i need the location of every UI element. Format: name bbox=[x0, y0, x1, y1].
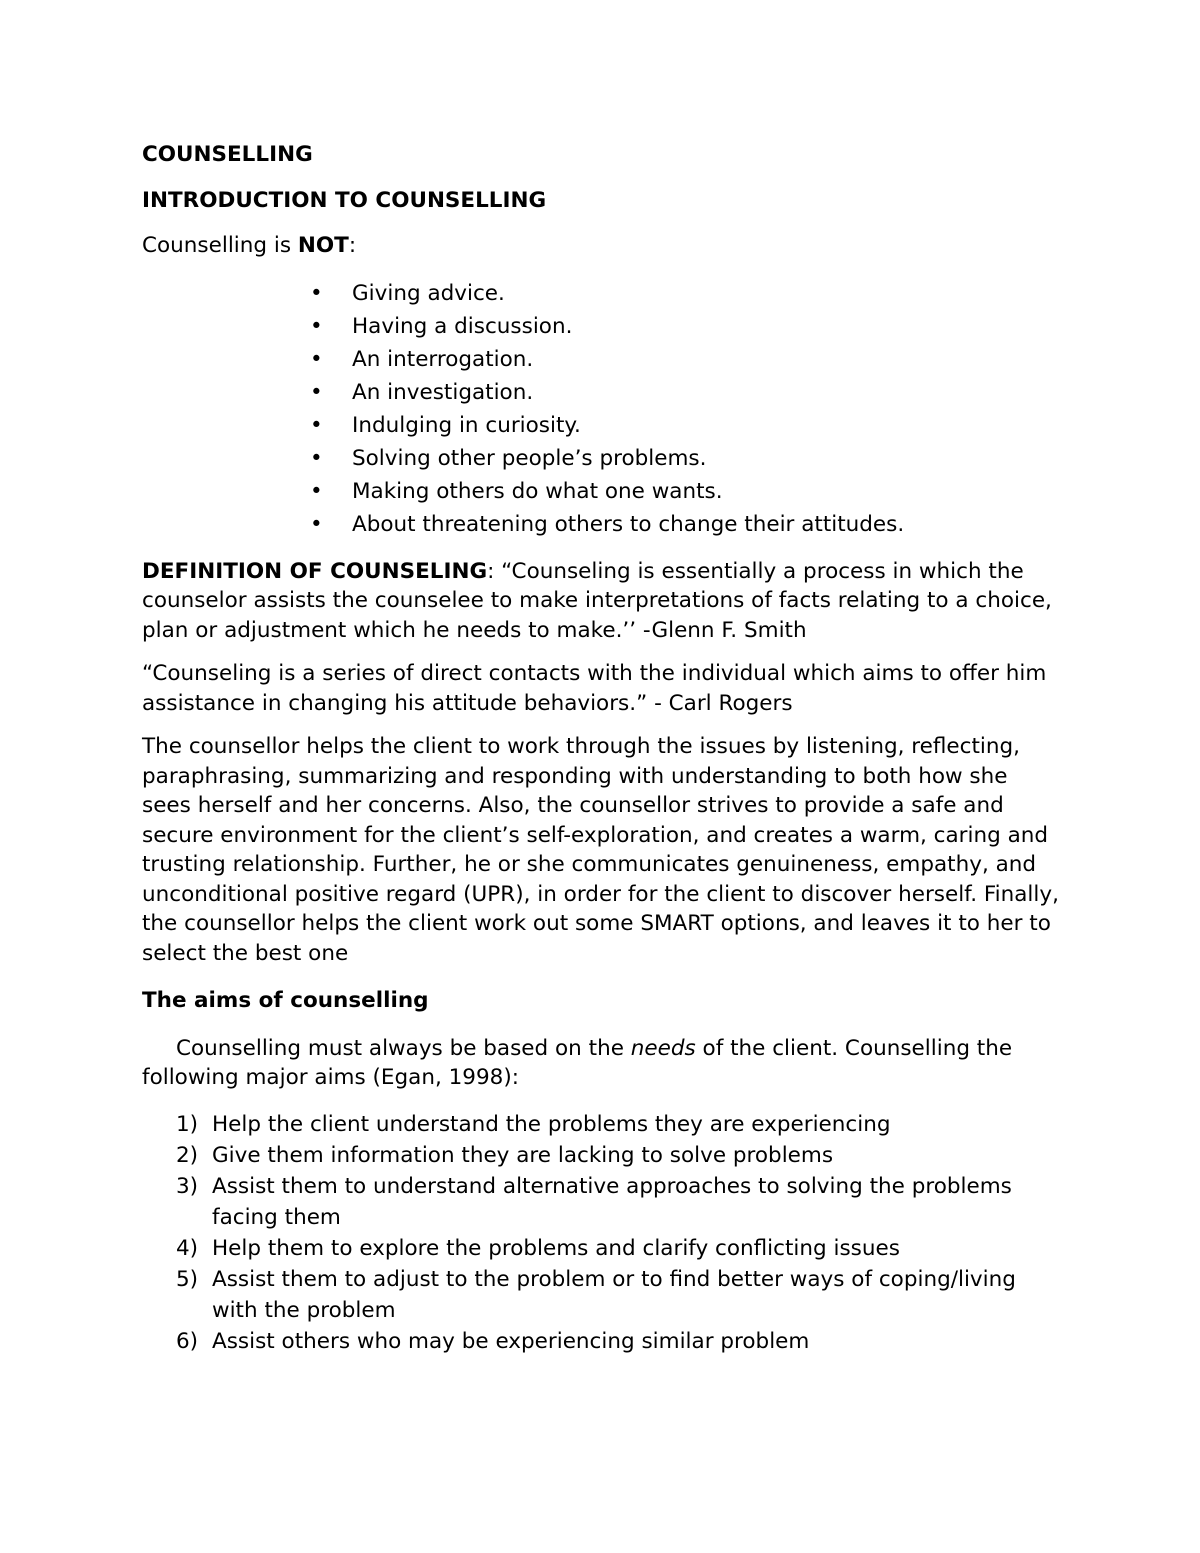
list-item: 6) Assist others who may be experiencing similar problem bbox=[176, 1326, 1062, 1357]
bullet-icon: • bbox=[310, 478, 323, 504]
list-number: 3) bbox=[176, 1173, 199, 1199]
list-item: 5) Assist them to adjust to the problem or to find better ways of coping/living with the problem bbox=[176, 1264, 1062, 1326]
list-number: 4) bbox=[176, 1235, 199, 1261]
list-number: 5) bbox=[176, 1266, 199, 1292]
list-number: 1) bbox=[176, 1111, 199, 1137]
list-item: 3) Assist them to understand alternative approaches to solving the problems facing them bbox=[176, 1171, 1062, 1233]
list-item: • An interrogation. bbox=[310, 343, 1062, 376]
list-item: • Solving other people’s problems. bbox=[310, 442, 1062, 475]
bullet-icon: • bbox=[310, 313, 323, 339]
list-item: 1) Help the client understand the problems they are experiencing bbox=[176, 1109, 1062, 1140]
section-heading-introduction: INTRODUCTION TO COUNSELLING bbox=[142, 187, 547, 213]
not-list-intro bbox=[142, 231, 1062, 261]
aims-intro-emphasis: needs bbox=[630, 1035, 696, 1061]
definition-text: : “Counseling is essentially a process in which the counselor assists the counselee to make interpretations of facts relating to a choice, plan or adjustment which he needs to make.’’ -Glenn F. Smith bbox=[142, 558, 1052, 643]
not-list bbox=[310, 277, 1062, 541]
bullet-icon: • bbox=[310, 511, 323, 537]
not-intro-bold: NOT bbox=[297, 233, 349, 258]
counsellor-paragraph: The counsellor helps the client to work through the issues by listening, reflecting, paraphrasing, summarizing and responding with understanding to both how she sees herself and her concerns. Also, the counsellor strives to provide a safe and secure environment for the client’s self-exploration, and creates a warm, caring and trusting relationship. Further, he or she communicates genuineness, empathy, and unconditional positive regard (UPR), in order for the client to discover herself. Finally, the counsellor helps the client work out some SMART options, and leaves it to her to select the best one bbox=[142, 734, 1059, 966]
aims-heading: The aims of counselling bbox=[142, 988, 429, 1013]
aims-list bbox=[142, 1109, 1062, 1357]
bullet-icon: • bbox=[310, 280, 323, 306]
list-item: 2) Give them information they are lacking to solve problems bbox=[176, 1140, 1062, 1171]
list-number: 6) bbox=[176, 1328, 199, 1354]
list-item: • An investigation. bbox=[310, 376, 1062, 409]
definition-paragraph bbox=[142, 557, 1062, 646]
bullet-icon: • bbox=[310, 412, 323, 438]
list-item: • Having a discussion. bbox=[310, 310, 1062, 343]
list-item: • Giving advice. bbox=[310, 277, 1062, 310]
list-item: • Making others do what one wants. bbox=[310, 475, 1062, 508]
rogers-quote: “Counseling is a series of direct contacts with the individual which aims to offer him assistance in changing his attitude behaviors.” - Carl Rogers bbox=[142, 661, 1047, 716]
definition-label: DEFINITION OF COUNSELING bbox=[142, 558, 488, 584]
bullet-icon: • bbox=[310, 379, 323, 405]
not-intro-suffix: : bbox=[348, 233, 357, 258]
list-item: 4) Help them to explore the problems and clarify conflicting issues bbox=[176, 1233, 1062, 1264]
document-title: COUNSELLING bbox=[142, 142, 313, 167]
bullet-icon: • bbox=[310, 346, 323, 372]
list-item: • Indulging in curiosity. bbox=[310, 409, 1062, 442]
list-item: • About threatening others to change their attitudes. bbox=[310, 508, 1062, 541]
list-number: 2) bbox=[176, 1142, 199, 1168]
not-intro-prefix: Counselling is bbox=[142, 233, 298, 258]
aims-intro: Counselling must always be based on the needs of the client. Counselling the following major aims (Egan, 1998): bbox=[142, 1035, 1013, 1090]
document-body bbox=[142, 140, 1062, 1357]
bullet-icon: • bbox=[310, 445, 323, 471]
